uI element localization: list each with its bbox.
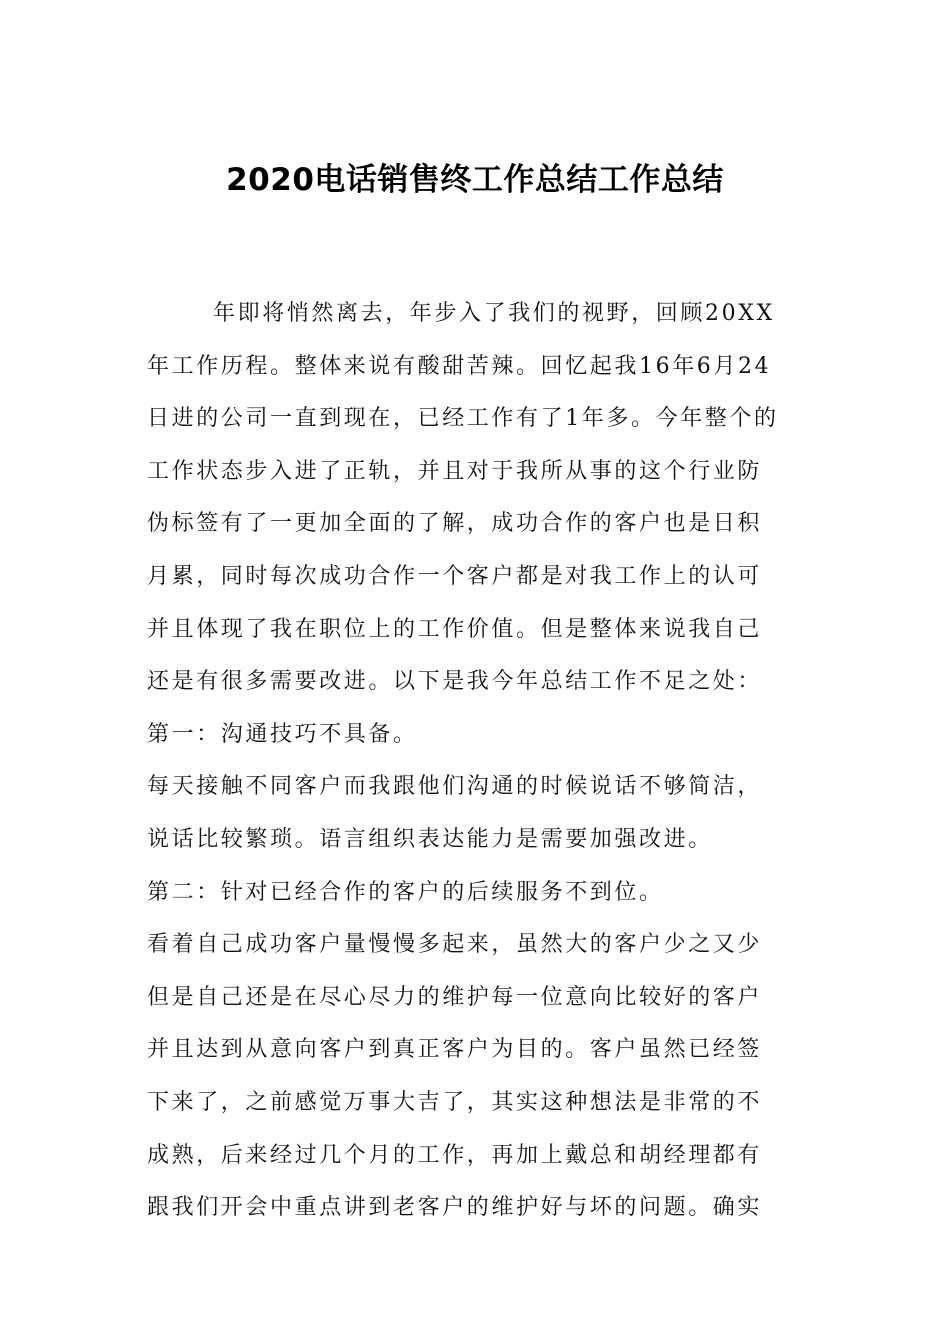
- paragraph-line: 但是自己还是在尽心尽力的维护每一位意向比较好的客户: [147, 984, 763, 1010]
- paragraph-line: 还是有很多需要改进。以下是我今年总结工作不足之处：: [147, 669, 763, 695]
- paragraph-line: 说话比较繁琐。语言组织表达能力是需要加强改进。: [147, 826, 713, 852]
- paragraph-line: 看着自己成功客户量慢慢多起来，虽然大的客户少之又少: [147, 932, 763, 958]
- paragraph-line: 下来了，之前感觉万事大吉了，其实这种想法是非常的不: [147, 1089, 763, 1115]
- paragraph-line: 日进的公司一直到现在，已经工作有了1年多。今年整个的: [147, 406, 779, 432]
- paragraph-line: 并且体现了我在职位上的工作价值。但是整体来说我自己: [147, 616, 763, 642]
- paragraph-line: 年工作历程。整体来说有酸甜苦辣。回忆起我16年6月24: [147, 353, 772, 379]
- document-title: 2020电话销售终工作总结工作总结: [226, 162, 724, 198]
- section-heading-line: 第一：沟通技巧不具备。: [147, 721, 418, 747]
- paragraph-line: 年即将悄然离去，年步入了我们的视野，回顾20XX: [213, 301, 775, 326]
- document-body: [147, 288, 811, 1235]
- paragraph-line: 跟我们开会中重点讲到老客户的维护好与坏的问题。确实: [147, 1195, 763, 1221]
- paragraph-line: 伪标签有了一更加全面的了解，成功合作的客户也是日积: [147, 511, 763, 537]
- section-heading-line: 第二：针对已经合作的客户的后续服务不到位。: [147, 879, 664, 905]
- paragraph-line: 成熟，后来经过几个月的工作，再加上戴总和胡经理都有: [147, 1142, 763, 1168]
- paragraph-line: 每天接触不同客户而我跟他们沟通的时候说话不够简洁，: [147, 774, 763, 800]
- paragraph-line: 并且达到从意向客户到真正客户为目的。客户虽然已经签: [147, 1037, 763, 1063]
- paragraph-line: 工作状态步入进了正轨，并且对于我所从事的这个行业防: [147, 458, 763, 484]
- paragraph-line: 月累，同时每次成功合作一个客户都是对我工作上的认可: [147, 563, 763, 589]
